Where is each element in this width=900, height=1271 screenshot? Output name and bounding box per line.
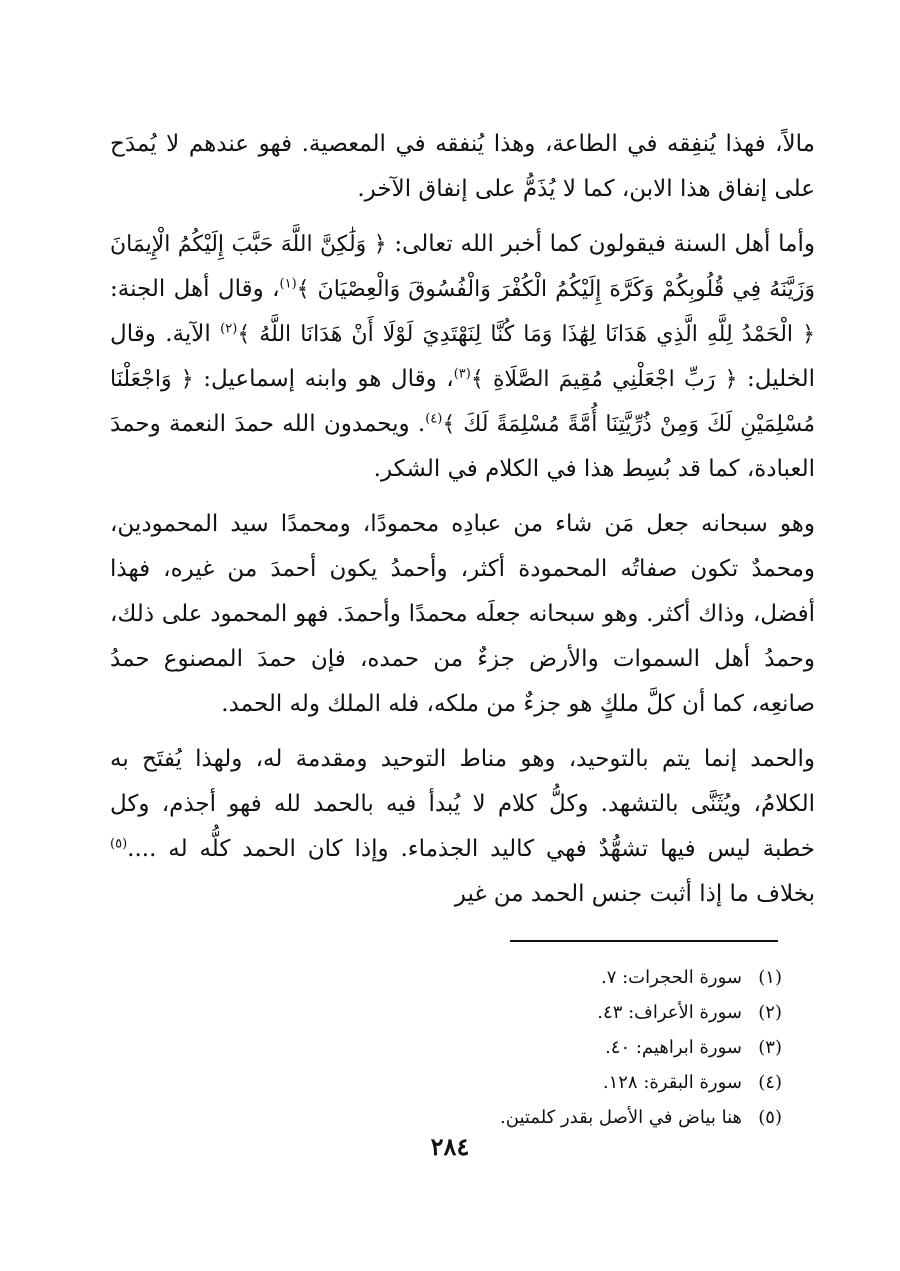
footnote-number: (٣) [758,1037,782,1058]
footnote [222,995,782,1030]
footnotes-list [222,960,782,1135]
footnote-number: (٤) [758,1072,782,1093]
footnote-text: سورة الحجرات: ٧. [600,967,742,988]
paragraph-text: وهو سبحانه جعل مَن شاء من عبادِه محمودًا، ومحمدًا سيد المحمودين، ومحمدٌ تكون صفاتُه المحمودة أكثر، وأحمدُ يكون أحمدَ من غيره، فهذا أفضل، وذاك أكثر. وهو سبحانه جعلَه محمدًا وأحمدَ. فهو المحمود على ذلك، وحمدُ أهل السموات والأرض جزءٌ من حمده، فإن حمدَ المصنوع حمدُ صانعِه، كما أن كلَّ ملكٍ هو جزءٌ من ملكه، فله الملك وله الحمد. [110,511,815,717]
paragraph [110,737,815,917]
paragraph [110,122,815,212]
page-body [110,122,815,927]
footnote-number: (١) [758,967,782,988]
quran-quote: ﴿ وَلَٰكِنَّ اللَّهَ حَبَّبَ إِلَيْكُمُ الْإِيمَانَ وَزَيَّنَهُ فِي قُلُوبِكُمْ وَكَرَّهَ إِلَيْكُمُ الْكُفْرَ وَالْفُسُوقَ وَالْعِصْيَانَ ﴾ [110,232,815,302]
footnote-text: سورة ابراهيم: ٤٠. [605,1037,742,1058]
paragraph-text: بخلاف ما إذا أثبت جنس الحمد من غير [454,881,815,907]
footnote-reference: (١) [279,276,297,292]
footnote-reference: (٣) [453,366,471,382]
footnote-text: سورة البقرة: ١٢٨. [602,1072,742,1093]
page-number: ٢٨٤ [430,1132,470,1161]
footnote-reference: (٢) [220,321,238,337]
paragraph-text: ، وقال هو وابنه إسماعيل: [193,366,454,392]
paragraph-text: مالاً، فهذا يُنفِقه في الطاعة، وهذا يُنفقه في المعصية. فهو عندهم لا يُمدَح على إنفاق هذا الابن، كما لا يُذَمُّ على إنفاق الآخر. [110,131,815,202]
quran-quote: ﴿ الْحَمْدُ لِلَّهِ الَّذِي هَدَانَا لِهَٰذَا وَمَا كُنَّا لِنَهْتَدِيَ لَوْلَا أَنْ هَدَانَا اللَّهُ ﴾ [237,322,815,347]
paragraph-text: الآية. وقال الخليل: [110,321,815,392]
footnote-text: هنا بياض في الأصل بقدر كلمتين. [500,1107,742,1128]
paragraph-text: والحمد إنما يتم بالتوحيد، وهو مناط التوحيد ومقدمة له، ولهذا يُفتَح به الكلامُ، ويُثَنَّى بالتشهد. وكلُّ كلام لا يُبدأ فيه بالحمد لله فهو أجذم، وكل خطبة ليس فيها تشهُّدٌ فهي كاليد الجذماء. وإذا كان الحمد كلُّه له .... [110,746,815,862]
paragraph-text: . ويحمدون الله حمدَ النعمة وحمدَ العبادة، كما قد بُسِط هذا في الكلام في الشكر. [110,411,815,482]
footnote-number: (٥) [758,1107,782,1128]
footnote [222,1065,782,1100]
paragraph [110,222,815,492]
footnote [222,960,782,995]
quran-quote: ﴿ وَاجْعَلْنَا مُسْلِمَيْنِ لَكَ وَمِنْ ذُرِّيَّتِنَا أُمَّةً مُسْلِمَةً لَكَ ﴾ [110,367,815,437]
footnote-number: (٢) [758,1002,782,1023]
quran-quote: ﴿ رَبِّ اجْعَلْنِي مُقِيمَ الصَّلَاةِ ﴾ [470,367,738,392]
footnote-separator [510,940,778,942]
footnote-reference: (٥) [110,836,128,852]
footnote [222,1030,782,1065]
paragraph [110,502,815,727]
paragraph-text: ، وقال أهل الجنة: [110,276,280,302]
footnote [222,1100,782,1135]
footnote-text: سورة الأعراف: ٤٣. [597,1002,742,1023]
footnote-reference: (٤) [425,411,443,427]
paragraph-text: وأما أهل السنة فيقولون كما أخبر الله تعالى: [386,231,815,257]
